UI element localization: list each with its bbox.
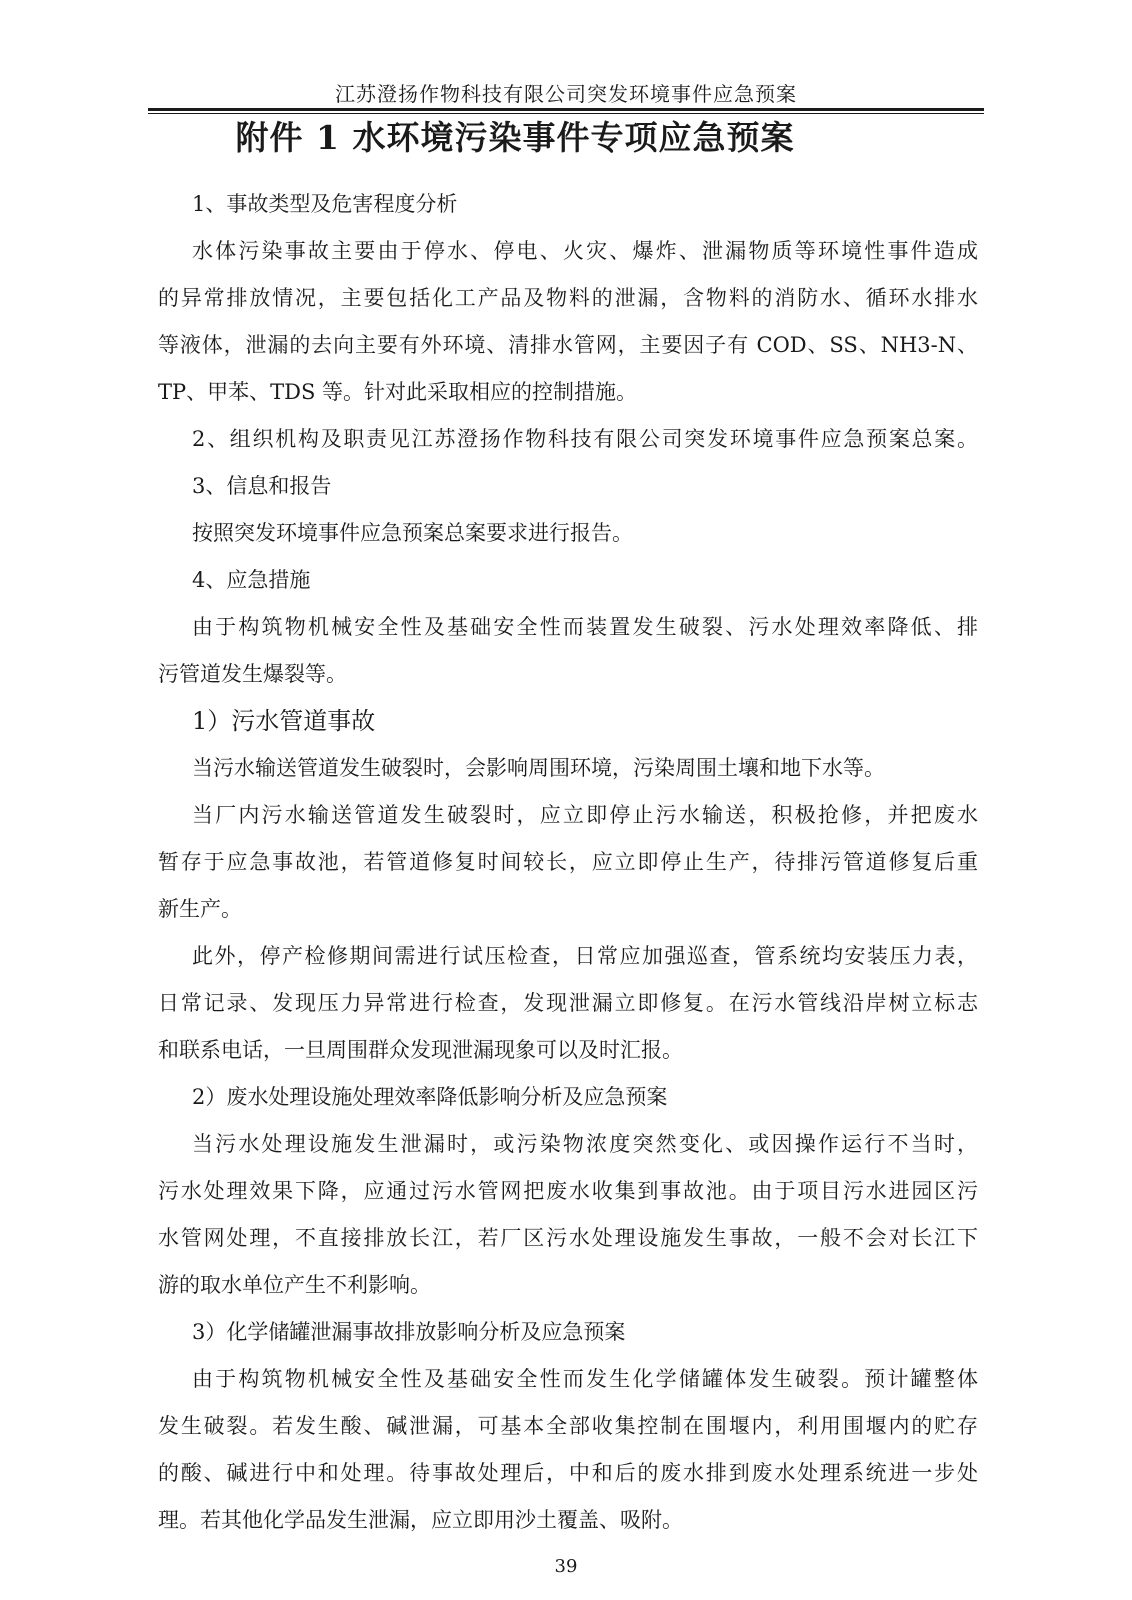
section-heading: 1、事故类型及危害程度分析 xyxy=(192,192,458,216)
section-heading: 3、信息和报告 xyxy=(192,474,332,498)
section-heading: 2、组织机构及职责见江苏澄扬作物科技有限公司突发环境事件应急预案总案。 xyxy=(192,427,978,451)
paragraph-line: 新生产。 xyxy=(158,897,242,921)
paragraph-line: 污管道发生爆裂等。 xyxy=(158,662,347,686)
page-number: 39 xyxy=(554,1556,578,1577)
paragraph-line: 发生破裂。若发生酸、碱泄漏，可基本全部收集控制在围堰内，利用围堰内的贮存 xyxy=(158,1414,978,1438)
running-header: 江苏澄扬作物科技有限公司突发环境事件应急预案 xyxy=(335,82,797,106)
paragraph-line: 日常记录、发现压力异常进行检查，发现泄漏立即修复。在污水管线沿岸树立标志 xyxy=(158,991,978,1015)
paragraph-line: 按照突发环境事件应急预案总案要求进行报告。 xyxy=(192,521,633,545)
paragraph-line: 此外，停产检修期间需进行试压检查，日常应加强巡查，管系统均安装压力表， xyxy=(192,944,978,968)
paragraph-line: 理。若其他化学品发生泄漏，应立即用沙土覆盖、吸附。 xyxy=(158,1508,683,1532)
paragraph-line: 的异常排放情况，主要包括化工产品及物料的泄漏，含物料的消防水、循环水排水 xyxy=(158,286,978,310)
paragraph-line: 水体污染事故主要由于停水、停电、火灾、爆炸、泄漏物质等环境性事件造成 xyxy=(192,239,978,263)
paragraph-line: 等液体，泄漏的去向主要有外环境、清排水管网，主要因子有 COD、SS、NH3-N、 xyxy=(158,333,978,357)
subsection-heading: 2）废水处理设施处理效率降低影响分析及应急预案 xyxy=(192,1085,668,1109)
subsection-heading: 3）化学储罐泄漏事故排放影响分析及应急预案 xyxy=(192,1320,626,1344)
paragraph-line: 水管网处理，不直接排放长江，若厂区污水处理设施发生事故，一般不会对长江下 xyxy=(158,1226,978,1250)
page-title: 附件 1 水环境污染事件专项应急预案 xyxy=(235,118,795,157)
header-rule-thick xyxy=(148,108,984,111)
paragraph-line: 当污水输送管道发生破裂时，会影响周围环境，污染周围土壤和地下水等。 xyxy=(192,756,885,780)
section-heading: 4、应急措施 xyxy=(192,568,311,592)
paragraph-line: 由于构筑物机械安全性及基础安全性而装置发生破裂、污水处理效率降低、排 xyxy=(192,615,978,639)
paragraph-line: 暂存于应急事故池，若管道修复时间较长，应立即停止生产，待排污管道修复后重 xyxy=(158,850,978,874)
paragraph-line: TP、甲苯、TDS 等。针对此采取相应的控制措施。 xyxy=(158,380,638,404)
paragraph-line: 当污水处理设施发生泄漏时，或污染物浓度突然变化、或因操作运行不当时， xyxy=(192,1132,978,1156)
paragraph-line: 污水处理效果下降，应通过污水管网把废水收集到事故池。由于项目污水进园区污 xyxy=(158,1179,978,1203)
paragraph-line: 当厂内污水输送管道发生破裂时，应立即停止污水输送，积极抢修，并把废水 xyxy=(192,803,978,827)
subsection-heading: 1）污水管道事故 xyxy=(192,707,376,735)
paragraph-line: 游的取水单位产生不利影响。 xyxy=(158,1273,431,1297)
paragraph-line: 由于构筑物机械安全性及基础安全性而发生化学储罐体发生破裂。预计罐整体 xyxy=(192,1367,978,1391)
paragraph-line: 和联系电话，一旦周围群众发现泄漏现象可以及时汇报。 xyxy=(158,1038,683,1062)
paragraph-line: 的酸、碱进行中和处理。待事故处理后，中和后的废水排到废水处理系统进一步处 xyxy=(158,1461,978,1485)
